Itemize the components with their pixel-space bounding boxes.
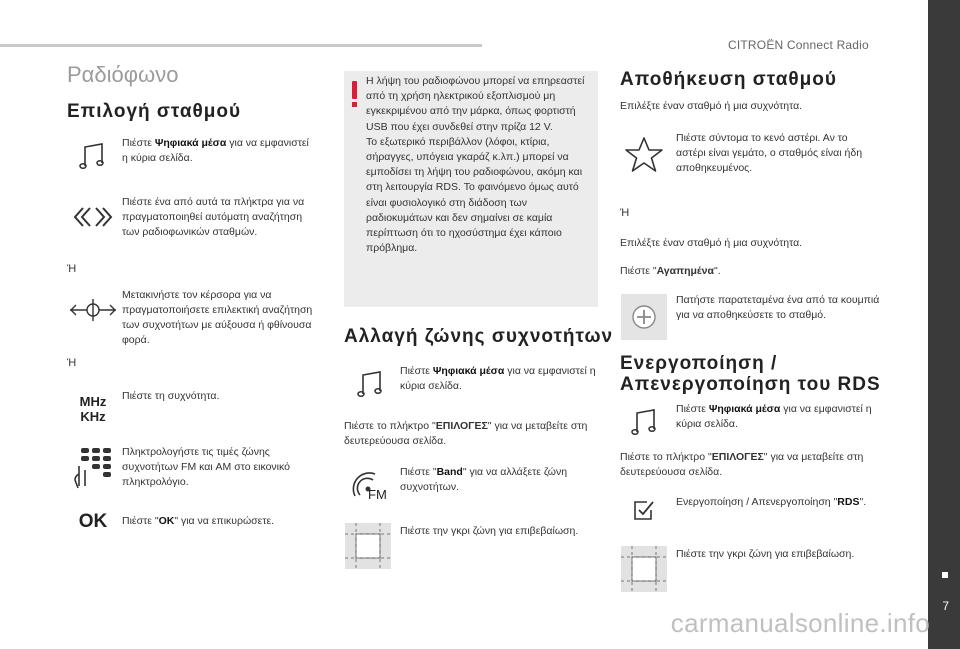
watermark: carmanualsonline.info [670,608,930,638]
header-rule [0,44,482,47]
step-keypad-text: Πληκτρολογήστε τις τιμές ζώνης συχνοτήτων FM και AM στο εικονικό πληκτρολόγιο. [122,446,290,488]
step-media-band [344,364,600,404]
step-confirm-band-text: Πιέστε την γκρι ζώνη για επιβεβαίωση. [400,525,579,537]
step-band-text: Πιέστε "Band" για να αλλάξετε ζώνη συχνοτήτων. [400,466,568,493]
heading-station-selection: Επιλογή σταθμού [67,101,242,122]
manual-title: CITROËN Connect Radio [728,38,869,52]
step-keypad [67,445,317,491]
khz-label: KHz [80,409,106,424]
exclamation-icon [352,81,357,99]
step-media-rds [620,402,882,442]
music-note-icon [620,402,670,442]
checkbox-icon [620,492,668,528]
step-star-text: Πιέστε σύντομα το κενό αστέρι. Αν το αστέρι είναι γεμάτο, ο σταθμός είναι ήδη αποθηκευμένος. [676,132,863,174]
side-strip [928,0,960,649]
mhz-khz-icon [67,389,119,429]
music-note-icon [344,364,398,404]
heading-store-station: Αποθήκευση σταθμού [620,69,837,90]
step-media-band-text: Πιέστε Ψηφιακά μέσα για να εμφανιστεί η κύρια σελίδα. [400,365,596,392]
step-band [344,465,600,507]
music-note-icon [67,136,119,176]
step-preset [620,293,880,341]
or-label: Ή [67,357,77,369]
or-label: Ή [67,263,77,275]
star-icon [620,131,668,179]
step-preset-text: Πατήστε παρατεταμένα ένα από τα κουμπιά για να αποθηκεύσετε το σταθμό. [676,294,880,321]
step-media [67,136,317,176]
frequency-cursor-icon [67,288,119,332]
step-confirm-rds-text: Πιέστε την γκρι ζώνη για επιβεβαίωση. [676,548,855,560]
add-preset-icon [620,293,668,341]
step-star [620,131,880,179]
heading-rds: Ενεργοποίηση / Απενεργοποίηση του RDS [620,353,881,396]
step-ok [67,512,317,532]
step-rds-toggle [620,492,882,528]
step-ok-text: Πιέστε "OK" για να επικυρώσετε. [122,515,275,527]
options-instruction: Πιέστε το πλήκτρο "ΕΠΙΛΟΓΕΣ" για να μεταβείτε στη δευτερεύουσα σελίδα. [344,420,588,447]
section-title: Ραδιόφωνο [67,62,179,87]
step-confirm-rds [620,545,882,593]
step-media-rds-text: Πιέστε Ψηφιακά μέσα για να εμφανιστεί η κύρια σελίδα. [676,403,872,430]
select-station-text: Επιλέξτε έναν σταθμό ή μια συχνότητα. [620,100,803,112]
or-label: Ή [620,207,630,219]
options-instruction-rds: Πιέστε το πλήκτρο "ΕΠΙΛΟΓΕΣ" για να μεταβείτε στη δευτερεύουσα σελίδα. [620,451,864,478]
step-rds-toggle-text: Ενεργοποίηση / Απενεργοποίηση "RDS". [676,496,867,508]
step-frequency [67,389,317,429]
heading-band-change: Αλλαγή ζώνης συχνοτήτων [344,326,614,347]
keypad-touch-icon [67,445,119,491]
fm-radio-icon [344,465,398,507]
ok-icon: OK [78,511,108,532]
fm-label: FM [368,487,387,502]
side-square-marker [942,572,948,578]
mhz-label: MHz [79,394,107,409]
step-frequency-text: Πιέστε τη συχνότητα. [122,390,220,402]
page-number: 7 [942,599,949,613]
step-auto-search-text: Πιέστε ένα από αυτά τα πλήκτρα για να πραγματοποιηθεί αυτόματη αναζήτηση των ραδιοφωνικών σταθμών. [122,196,305,238]
warning-text: Η λήψη του ραδιοφώνου μπορεί να επηρεαστεί από τη χρήση ηλεκτρικού εξοπλισμού μη εγκεκριμένου από την μάρκα, όπως φορτιστή USB που έχει συνδεθεί στην πρίζα 12 V. Το εξωτερικό περιβάλλον (λόφοι, κτίρια, σήραγγες, υπόγεια γκαράζ κ.λπ.) μπορεί να εμποδίσει τη λήψη του ραδιοφώνου, ακόμη και στη λειτουργία RDS. Το φαινόμενο όμως αυτό είναι φυσιολογικό στη διάδοση των ραδιοκυμάτων και δεν σημαίνει σε καμία περίπτωση ότι το ηχοσύστημα έχει κάποιο πρόβλημα. [366,75,585,255]
favorites-instruction: Πιέστε "Αγαπημένα". [620,265,721,277]
grey-zone-icon [620,545,668,593]
step-auto-search [67,195,317,240]
step-confirm-band [344,522,600,570]
seek-arrows-icon [67,195,119,239]
warning-box [344,71,598,307]
step-cursor-text: Μετακινήστε τον κέρσορα για να πραγματοποιήσετε επιλεκτική αναζήτηση των συχνοτήτων με αύξουσα ή φθίνουσα φορά. [122,289,313,346]
step-media-text: Πιέστε Ψηφιακά μέσα για να εμφανιστεί η κύρια σελίδα. [122,137,309,164]
step-cursor [67,288,317,348]
select-station-text-2: Επιλέξτε έναν σταθμό ή μια συχνότητα. [620,237,803,249]
grey-zone-icon [344,522,392,570]
